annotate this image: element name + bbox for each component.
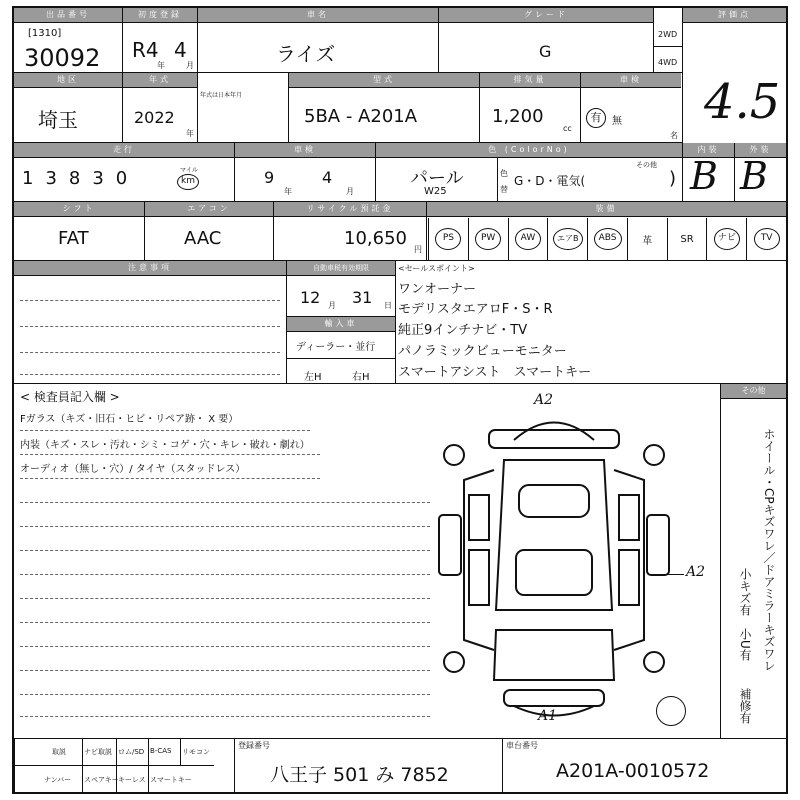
mileage: 13830 bbox=[22, 168, 140, 189]
inspection-year-unit: 年 bbox=[284, 187, 292, 196]
check-navi-manual: ナビ取説 bbox=[84, 748, 112, 756]
check-smart-key: スマートキー bbox=[150, 776, 192, 784]
mile-label: マイル bbox=[180, 167, 198, 174]
repair-circle-mark bbox=[656, 696, 686, 726]
equipment-header: 装備 bbox=[427, 202, 786, 217]
drive-4wd: 4WD bbox=[658, 58, 678, 67]
area: 埼玉 bbox=[38, 108, 78, 132]
inspection-header: 車検 bbox=[235, 143, 375, 158]
side-notes-header: その他 bbox=[721, 384, 786, 399]
chassis-header: 車台番号 bbox=[506, 741, 538, 750]
left-handle: 左H bbox=[304, 372, 322, 383]
exterior-grade-header: 外装 bbox=[735, 143, 786, 158]
tax-expiry-month: 12 bbox=[300, 288, 321, 307]
sale-point-1: ワンオーナー bbox=[398, 282, 477, 297]
sale-point-5: スマートアシスト スマートキー bbox=[398, 365, 592, 380]
color-change-1: 色 bbox=[500, 169, 508, 178]
none-option: 無 bbox=[612, 116, 622, 127]
recycle-fee: 10,650 bbox=[344, 228, 407, 249]
color-number: W25 bbox=[424, 186, 447, 197]
equip-abs: ABS bbox=[594, 228, 622, 250]
sale-point-2: モデリスタエアロF・S・R bbox=[398, 302, 553, 317]
equip-cell-tv bbox=[746, 218, 786, 260]
has-option-circle: 有 bbox=[586, 108, 606, 128]
car-damage-diagram bbox=[434, 400, 674, 730]
area-header: 地区 bbox=[14, 73, 122, 88]
right-handle: 右H bbox=[352, 372, 370, 383]
model-year-unit: 年 bbox=[186, 129, 194, 138]
equip-sunroof: SR bbox=[667, 218, 707, 260]
model-code-header: 型式 bbox=[289, 73, 479, 88]
shift: FAT bbox=[58, 228, 89, 249]
side-note-repaired: 補修有 bbox=[738, 688, 752, 724]
check-manual: 取説 bbox=[52, 748, 66, 756]
equip-aw: AW bbox=[515, 228, 541, 250]
plate-number: 八王子 501 み 7852 bbox=[270, 764, 449, 786]
displacement-unit: cc bbox=[563, 124, 572, 133]
mileage-header: 走行 bbox=[14, 143, 234, 158]
equip-tv: TV bbox=[754, 228, 780, 250]
fuel-close: ) bbox=[669, 168, 677, 189]
lot-bracket: [1310] bbox=[28, 28, 62, 39]
car-name: ライズ bbox=[276, 42, 336, 66]
check-remote: リモコン bbox=[182, 748, 210, 756]
equipment-list bbox=[428, 218, 786, 260]
import-header: 輸入車 bbox=[287, 317, 395, 332]
km-circle: km bbox=[177, 174, 199, 190]
inspector-glass: Fガラス（キズ・旧石・ヒビ・リペア跡・ X 要） bbox=[20, 414, 239, 425]
check-spare-key: スペアキー bbox=[84, 776, 119, 784]
side-note-small-dent: 小U有 bbox=[738, 628, 752, 661]
equip-cell-abs bbox=[587, 218, 627, 260]
equip-leather: 革 bbox=[627, 218, 667, 260]
equip-cell-pw bbox=[468, 218, 508, 260]
body-color: パール bbox=[410, 168, 464, 189]
recycle-header: リサイクル預託金 bbox=[274, 202, 426, 217]
first-reg-month-unit: 月 bbox=[186, 61, 194, 70]
inspector-title: < 検査員記入欄 > bbox=[20, 390, 120, 404]
equip-pw: PW bbox=[475, 228, 501, 250]
exterior-grade: B bbox=[740, 154, 768, 198]
recycle-fee-unit: 円 bbox=[414, 245, 422, 254]
notes-header: 注意事項 bbox=[14, 261, 286, 276]
side-note-wheel: ホイール・CPキズワレ／ドアミラーキズワレ bbox=[762, 428, 776, 672]
check-keyless: キーレス bbox=[118, 776, 146, 784]
overall-score: 4.5 bbox=[704, 74, 781, 130]
model-year: 2022 bbox=[134, 108, 175, 127]
damage-mark-side: A2 bbox=[686, 564, 706, 580]
equip-cell-aw bbox=[508, 218, 548, 260]
color-change-2: 替 bbox=[500, 185, 508, 194]
equip-navi: ナビ bbox=[714, 228, 740, 250]
chassis-number: A201A-0010572 bbox=[556, 760, 710, 782]
damage-mark-rear: A1 bbox=[538, 708, 558, 724]
tax-expiry-month-unit: 月 bbox=[328, 301, 336, 310]
equip-cell-airbag bbox=[547, 218, 587, 260]
seats-unit: 名 bbox=[670, 131, 678, 140]
sale-points-title: <セールスポイント> bbox=[398, 264, 475, 273]
color-header: 色 (ColorNo) bbox=[376, 143, 682, 158]
model-header: 車名 bbox=[198, 8, 438, 23]
air-conditioner: AAC bbox=[184, 228, 222, 249]
interior-grade-header: 内装 bbox=[683, 143, 734, 158]
inspector-audio: オーディオ（無し・穴）/ タイヤ（スタッドレス） bbox=[20, 464, 246, 475]
grade: G bbox=[539, 42, 552, 61]
first-reg-era-year: R4 bbox=[132, 38, 159, 62]
lot-number-header: 出品番号 bbox=[14, 8, 122, 23]
roof-outline-front bbox=[514, 423, 594, 441]
accessory-checklist bbox=[14, 738, 214, 792]
inspection-flag-header: 車検 bbox=[581, 73, 681, 88]
check-number: ナンバー bbox=[44, 776, 72, 784]
inspector-interior: 内装（キズ・スレ・汚れ・シミ・コゲ・穴・キレ・破れ・劇れ） bbox=[20, 440, 310, 451]
interior-grade: B bbox=[690, 154, 718, 198]
fuel-other-label: その他 bbox=[636, 161, 657, 169]
lot-number: 30092 bbox=[24, 44, 101, 72]
inspection-year: 9 bbox=[264, 168, 275, 187]
equip-airbag: エアB bbox=[553, 228, 583, 250]
auction-sheet bbox=[12, 6, 788, 794]
grade-header: グレード bbox=[439, 8, 653, 23]
tax-expiry-day-unit: 日 bbox=[384, 301, 392, 310]
plate-header: 登録番号 bbox=[238, 741, 270, 750]
model-year-header: 年式 bbox=[123, 73, 197, 88]
import-type: ディーラー・並行 bbox=[296, 342, 376, 353]
inspection-month-unit: 月 bbox=[346, 187, 354, 196]
fuel-type: G・D・電気( bbox=[514, 174, 586, 188]
first-reg-year-unit: 年 bbox=[157, 61, 165, 70]
damage-mark-front: A2 bbox=[534, 392, 554, 408]
ac-header: エアコン bbox=[145, 202, 273, 217]
equip-ps: PS bbox=[435, 228, 461, 250]
check-bcas: B-CAS bbox=[150, 747, 172, 755]
first-registration-header: 初度登録 bbox=[123, 8, 197, 23]
tax-expiry-header: 自動車税有効期限 bbox=[287, 261, 395, 276]
equip-cell-ps bbox=[428, 218, 468, 260]
model-year-note: 年式は日本年月 bbox=[200, 92, 243, 99]
tax-expiry-day: 31 bbox=[352, 288, 373, 307]
shift-header: シフト bbox=[14, 202, 144, 217]
displacement: 1,200 bbox=[492, 106, 544, 127]
side-note-small-scratch: 小キズ有 bbox=[738, 568, 752, 616]
score-header: 評価点 bbox=[683, 8, 786, 23]
equip-cell-navi bbox=[706, 218, 746, 260]
sale-point-3: 純正9インチナビ・TV bbox=[398, 323, 528, 338]
displacement-header: 排気量 bbox=[480, 73, 580, 88]
model-code: 5BA - A201A bbox=[304, 106, 418, 127]
check-rom-sd: ロム/SD bbox=[118, 748, 145, 756]
drive-2wd: 2WD bbox=[658, 30, 678, 39]
sale-point-4: パノラミックビューモニター bbox=[398, 344, 567, 359]
first-reg-month: 4 bbox=[174, 38, 187, 62]
inspection-month: 4 bbox=[322, 168, 333, 187]
